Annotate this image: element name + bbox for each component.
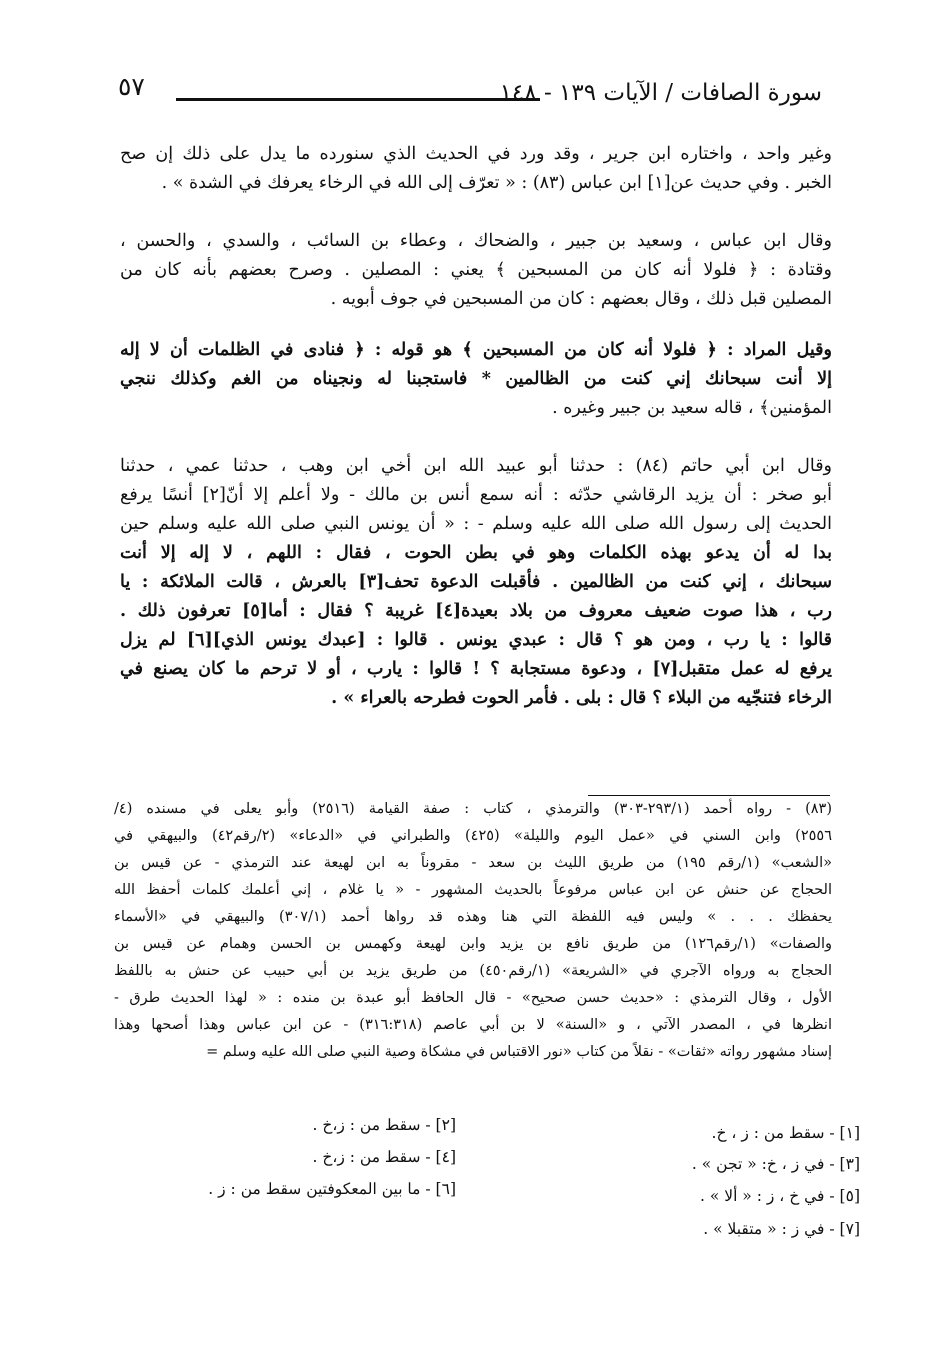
footnote-line: ٢٥٥٦) وابن السني في «عمل اليوم والليلة» (٤٢٥) والطبراني في «الدعاء» (٢/رقم٤٢) والبيهقي في <box>114 828 832 844</box>
text-line: الخبر . وفي حديث عن[١] ابن عباس (٨٣) : « تعرّف إلى الله في الرخاء يعرفك في الشدة » . <box>161 173 832 193</box>
text-line: وغير واحد ، واختاره ابن جرير ، وقد ورد في الحديث الذي سنورده ما يدل على ذلك إن صح <box>120 144 832 164</box>
footnote-line: والصفات» (١/رقم١٢٦) من طريق نافع بن يزيد وابن لهيعة وكهمس بن الحسن وهمام عن قيس بن <box>114 936 832 952</box>
footnote-83 <box>114 796 832 1066</box>
variant-note-1: [١] - سقط من : ز ، خ. <box>711 1124 860 1142</box>
header-rule <box>176 98 540 101</box>
text-line: بدا له أن يدعو بهذه الكلمات وهو في بطن الحوت ، فقال : اللهم ، لا إله إلا أنت <box>120 543 832 563</box>
text-line: إلا أنت سبحانك إني كنت من الظالمين * فاستجبنا له ونجيناه من الغم وكذلك ننجي <box>120 369 832 389</box>
footnote-line: الأول ، وقال الترمذي : «حديث حسن صحيح» - قال الحافظ أبو عبدة بن منده : « لهذا الحديث طرق - <box>114 990 832 1006</box>
variant-note-6: [٦] - ما بين المعكوفتين سقط من : ز . <box>208 1180 456 1198</box>
footnote-line: يحفظك . . . » وليس فيه اللفظة التي هنا وهذه قد رواها أحمد (٣٠٧/١) والبيهقي في «الأسماء <box>114 909 833 925</box>
running-header-title: سورة الصافات / الآيات ١٣٩ - ١٤٨ <box>499 80 822 106</box>
variant-note-4: [٤] - سقط من : ز،خ . <box>312 1148 456 1166</box>
variant-note-3: [٣] - في ز ، خ: « تجن » . <box>691 1155 860 1173</box>
footnote-line: الحجاج عن حنش عن ابن عباس مرفوعاً بالحديث المشهور - « يا غلام ، إني أعلمك كلمات أحفظ الله <box>114 882 832 898</box>
page-number: ٥٧ <box>118 72 145 101</box>
footnote-line: (٨٣) - رواه أحمد (٢٩٣/١-٣٠٣) والترمذي ، كتاب : صفة القيامة (٢٥١٦) وأبو يعلى في مسنده (٤/ <box>114 801 833 817</box>
text-line: الحديث إلى رسول الله صلى الله عليه وسلم - : « أن يونس النبي صلى الله عليه وسلم حين <box>120 514 832 534</box>
text-line: وقيل المراد : ﴿ فلولا أنه كان من المسبحين ﴾ هو قوله : ﴿ فنادى في الظلمات أن لا إله <box>120 340 832 360</box>
variant-note-2: [٢] - سقط من : ز،خ . <box>312 1116 456 1134</box>
text-line: وقال ابن أبي حاتم (٨٤) : حدثنا أبو عبيد الله ابن أخي ابن وهب ، حدثنا عمي ، حدثنا <box>120 456 833 476</box>
paragraph-4 <box>120 452 832 713</box>
text-line: وقتادة : ﴿ فلولا أنه كان من المسبحين ﴾ يعني : المصلين . وصرح بعضهم بأنه كان من <box>120 260 832 280</box>
variant-note-7: [٧] - في ز : « متقبلا » . <box>703 1220 860 1238</box>
text-line: سبحانك ، إني كنت من الظالمين . فأقبلت الدعوة تحف[٣] بالعرش ، قالت الملائكة : يا <box>120 572 832 592</box>
footnote-line: إسناد مشهور رواته «ثقات» - نقلاً من كتاب «نور الاقتباس في مشكاة وصية النبي صلى الله عليه وسلم = <box>206 1044 832 1060</box>
variant-note-5: [٥] - في خ ، ز : « ألا » . <box>699 1187 860 1205</box>
text-line: المؤمنين﴾ ، قاله سعيد بن جبير وغيره . <box>552 398 832 418</box>
text-line: أبو صخر : أن يزيد الرقاشي حدّثه : أنه سمع أنس بن مالك - ولا أعلم إلا أنّ[٢] أنسًا يرفع <box>120 485 832 505</box>
footnote-line: «الشعب» (١/رقم ١٩٥) من طريق الليث بن سعد - مقروناً به ابن لهيعة عند الترمذي - عن قيس بن <box>114 855 832 871</box>
text-line: يرفع له عمل متقبل[٧] ، ودعوة مستجابة ؟ ! قالوا : يارب ، أو لا ترحم ما كان يصنع في <box>120 659 832 679</box>
text-line: المصلين قبل ذلك ، وقال بعضهم : كان من المسبحين في جوف أبويه . <box>330 289 832 309</box>
footnote-line: الحجاج به ورواه الآجري في «الشريعة» (١/رقم٤٥٠) من طريق يزيد بن أبي حبيب عن حنش به باللفظ <box>114 963 832 979</box>
paragraph-1 <box>120 140 832 198</box>
paragraph-2 <box>120 227 832 314</box>
footnote-line: انظرها في ، المصدر الآتي ، و «السنة» لا بن أبي عاصم (٣١٦:٣١٨) - عن ابن عباس وهذا أصحها وهذا <box>114 1017 832 1033</box>
text-line: رب ، هذا صوت ضعيف معروف من بلاد بعيدة[٤] غريبة ؟ فقال : أما[٥] تعرفون ذلك . <box>120 601 832 621</box>
text-line: الرخاء فتنجّيه من البلاء ؟ قال : بلى . فأمر الحوت فطرحه بالعراء » . <box>331 688 832 708</box>
text-line: قالوا : يا رب ، ومن هو ؟ قال : عبدي يونس . قالوا : [عبدك يونس الذي][٦] لم يزل <box>120 630 833 650</box>
text-line: وقال ابن عباس ، وسعيد بن جبير ، والضحاك ، وعطاء بن السائب ، والسدي ، والحسن ، <box>120 231 832 251</box>
paragraph-3 <box>120 336 832 423</box>
